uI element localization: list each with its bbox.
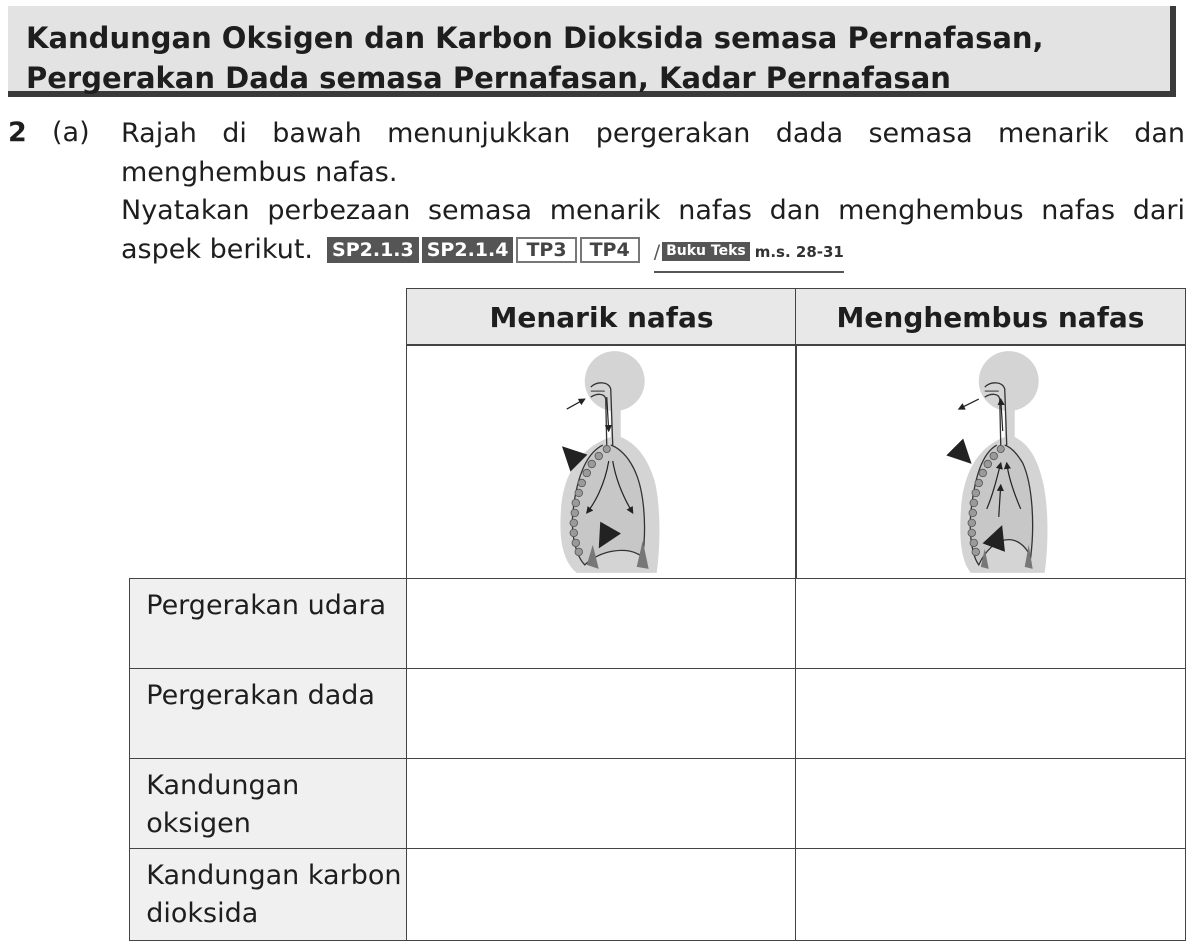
question-line-1: Rajah di bawah menunjukkan pergerakan dada semasa menarik dan menghembus nafas. bbox=[121, 118, 1185, 188]
diagram-row-blank bbox=[130, 345, 407, 579]
question-line-2-text: Nyatakan perbezaan semasa menarik nafas dan menghembus nafas dari aspek berikut. bbox=[121, 195, 1185, 265]
exhalation-diagram-cell bbox=[795, 344, 1186, 580]
textbook-reference bbox=[654, 233, 844, 274]
question-line-2 bbox=[121, 192, 1185, 273]
answer-air-movement-exhale[interactable] bbox=[795, 578, 1186, 670]
answer-table bbox=[130, 289, 1185, 940]
standard-tags bbox=[327, 237, 640, 263]
topic-banner bbox=[8, 6, 1176, 97]
answer-air-movement-inhale[interactable] bbox=[406, 578, 797, 670]
row-label-carbon-dioxide-content: Kandungan karbon dioksida bbox=[129, 848, 408, 941]
topic-title: Kandungan Oksigen dan Karbon Dioksida semasa Pernafasan, Pergerakan Dada semasa Pernafasan, Kadar Pernafasan bbox=[26, 21, 1044, 95]
answer-carbon-dioxide-content-exhale[interactable] bbox=[795, 848, 1186, 941]
answer-carbon-dioxide-content-inhale[interactable] bbox=[406, 848, 797, 941]
reference-book-label: Buku Teks bbox=[662, 242, 750, 261]
answer-chest-movement-exhale[interactable] bbox=[795, 668, 1186, 760]
column-header-exhale: Menghembus nafas bbox=[795, 288, 1186, 346]
reference-slash-icon: / bbox=[653, 240, 661, 263]
row-label-chest-movement: Pergerakan dada bbox=[129, 668, 408, 760]
answer-oxygen-content-exhale[interactable] bbox=[795, 758, 1186, 850]
tag-sp214: SP2.1.4 bbox=[422, 237, 514, 263]
question-text bbox=[121, 115, 1185, 273]
tag-tp3: TP3 bbox=[516, 237, 576, 263]
row-label-oxygen-content: Kandungan oksigen bbox=[129, 758, 408, 850]
tag-tp4: TP4 bbox=[580, 237, 640, 263]
exhalation-diagram-icon bbox=[796, 345, 1185, 579]
column-header-inhale: Menarik nafas bbox=[406, 288, 797, 346]
inhalation-diagram-icon bbox=[407, 345, 796, 579]
question-number: 2 bbox=[8, 117, 27, 148]
inhalation-diagram-cell bbox=[406, 344, 797, 580]
answer-chest-movement-inhale[interactable] bbox=[406, 668, 797, 760]
reference-pages: m.s. 28-31 bbox=[754, 242, 844, 261]
row-label-air-movement: Pergerakan udara bbox=[129, 578, 408, 670]
answer-oxygen-content-inhale[interactable] bbox=[406, 758, 797, 850]
table-corner-blank bbox=[130, 289, 407, 345]
tag-sp213: SP2.1.3 bbox=[327, 237, 419, 263]
question-part: (a) bbox=[52, 117, 90, 148]
